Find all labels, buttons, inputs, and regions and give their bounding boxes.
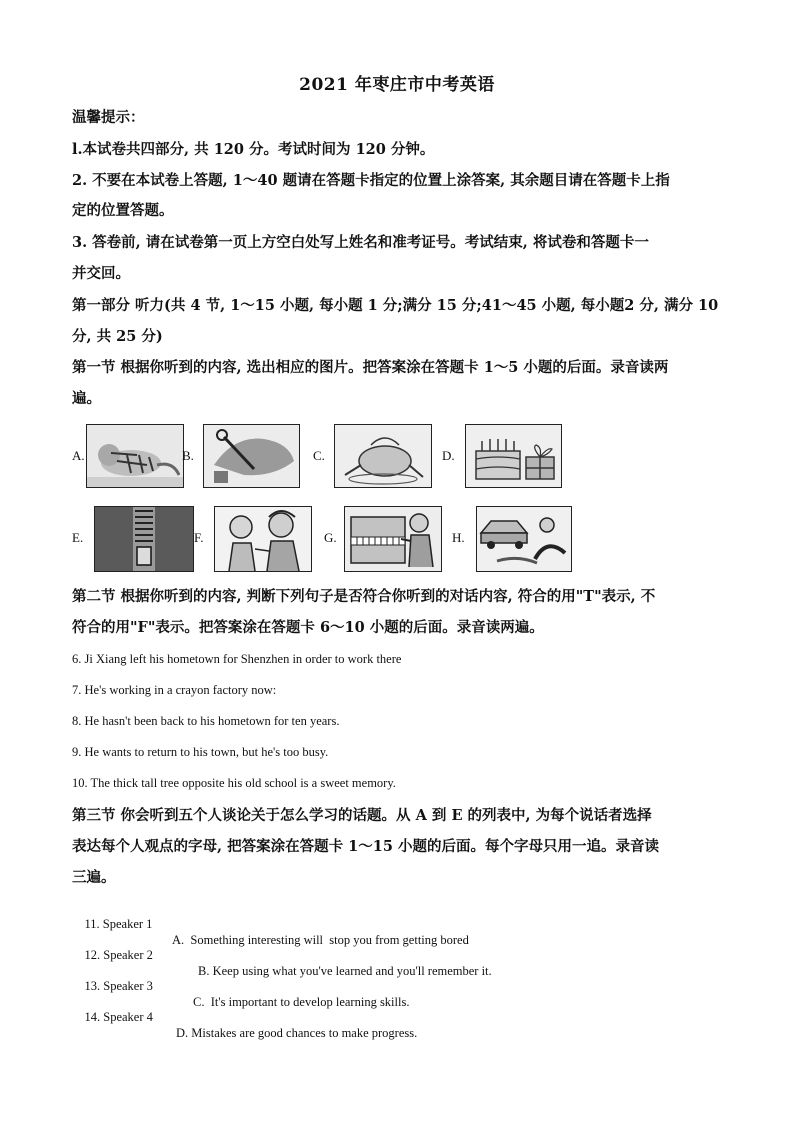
tips-heading: 温馨提示： (72, 109, 145, 126)
picture-row-2 (72, 506, 732, 572)
speaker-option: C. It's important to develop learning skills. (193, 995, 410, 1009)
question-item: 6. Ji Xiang left his hometown for Shenzhen in order to work there (72, 652, 402, 666)
picture-row-1 (72, 424, 732, 490)
section3-heading: 三遍。 (72, 869, 116, 886)
question-item: 8. He hasn't been back to his hometown for ten years. (72, 714, 340, 728)
page-title: 2021 年枣庄市中考英语 (299, 75, 495, 95)
part1-heading: 分, 共 25 分) (72, 328, 163, 345)
option-label: A. (72, 448, 85, 463)
speaker-label: 13. Speaker 3 (84, 979, 153, 993)
question-item: 7. He's working in a crayon factory now: (72, 683, 277, 697)
question-item: 9. He wants to return to his town, but he's too busy. (72, 745, 329, 759)
tip-line: 2. 不要在本试卷上答题, 1～40 题请在答题卡指定的位置上涂答案, 其余题目请在答题卡上指 (72, 172, 670, 189)
section1-heading: 遍。 (72, 390, 101, 407)
section2-heading: 符合的用"F"表示。把答案涂在答题卡 6～10 小题的后面。录音读两遍。 (72, 619, 544, 636)
option-label: F. (194, 530, 204, 545)
accident-picture (476, 506, 572, 572)
section2-heading: 第二节 根据你听到的内容, 判断下列句子是否符合你听到的对话内容, 符合的用"T"表示, 不 (72, 588, 656, 605)
speaker-label: 14. Speaker 4 (84, 1010, 153, 1024)
section1-heading: 第一节 根据你听到的内容, 选出相应的图片。把答案涂在答题卡 1～5 小题的后面。录音读两 (72, 359, 669, 376)
tip-line: l.本试卷共四部分, 共 120 分。考试时间为 120 分钟。 (72, 141, 435, 158)
speaker-label: 11. Speaker 1 (84, 917, 153, 931)
tip-line: 定的位置答题。 (72, 202, 174, 219)
cake-gift-picture (465, 424, 562, 488)
cutting-picture (203, 424, 300, 488)
speaker-option: A. Something interesting will stop you from getting bored (172, 933, 469, 947)
zipper-picture (94, 506, 194, 572)
option-label: G. (324, 530, 337, 545)
part1-heading: 第一部分 听力(共 4 节, 1～15 小题, 每小题 1 分;满分 15 分;41～45 小题, 每小题2 分, 满分 10 (72, 297, 719, 314)
speaker-option: B. Keep using what you've learned and you'll remember it. (198, 964, 492, 978)
speaker-label: 12. Speaker 2 (84, 948, 153, 962)
speaker-row (72, 993, 732, 1057)
option-label: B. (182, 448, 194, 463)
turkey-picture (334, 424, 432, 488)
option-label: C. (313, 448, 325, 463)
option-label: D. (442, 448, 455, 463)
tip-line: 并交回。 (72, 265, 130, 282)
section3-heading: 表达每个人观点的字母, 把答案涂在答题卡 1～15 小题的后面。每个字母只用一追。录音读 (72, 838, 659, 855)
tip-line: 3. 答卷前, 请在试卷第一页上方空白处写上姓名和准考证号。考试结束, 将试卷和答题卡一 (72, 234, 649, 251)
speaker-option: D. Mistakes are good chances to make progress. (176, 1026, 418, 1040)
option-label: H. (452, 530, 465, 545)
section3-heading: 第三节 你会听到五个人谈论关于怎么学习的话题。从 A 到 E 的列表中, 为每个说话者选择 (72, 807, 652, 824)
tiger-picture (86, 424, 184, 488)
question-item: 10. The thick tall tree opposite his old school is a sweet memory. (72, 776, 396, 790)
piano-picture (344, 506, 442, 572)
people-talking-picture (214, 506, 312, 572)
option-label: E. (72, 530, 84, 545)
